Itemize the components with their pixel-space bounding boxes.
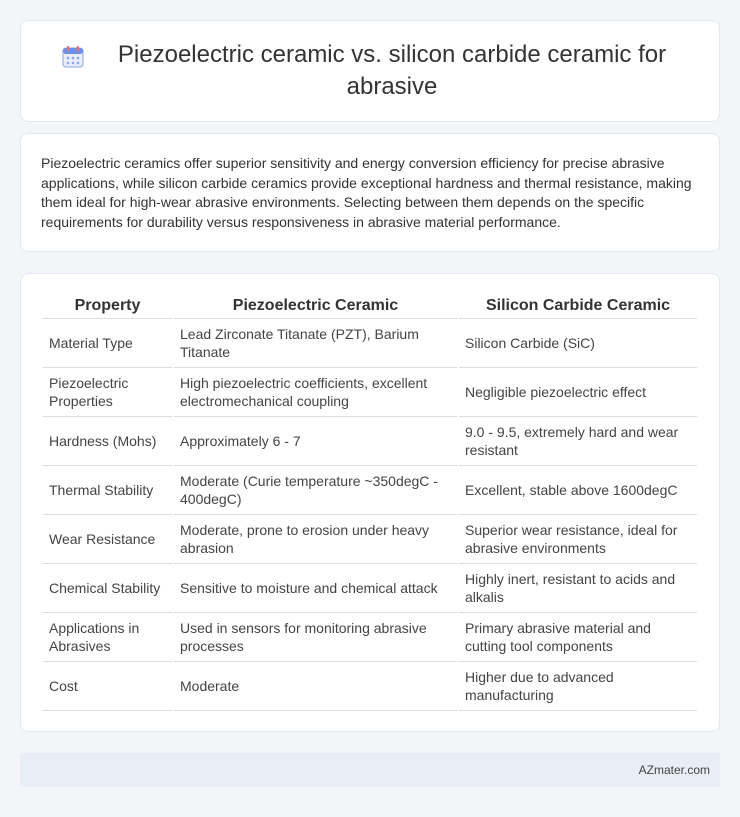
row-property: Applications in Abrasives — [43, 613, 172, 662]
title-wrap — [21, 21, 719, 121]
table-header-row — [43, 294, 697, 319]
footer — [20, 753, 720, 787]
title-card — [20, 20, 720, 122]
row-property: Thermal Stability — [43, 466, 172, 515]
table-row — [43, 515, 697, 564]
row-property: Piezoelectric Properties — [43, 368, 172, 417]
row-silicon-carbide: Highly inert, resistant to acids and alkalis — [459, 564, 697, 613]
footer-brand[interactable]: AZmater.com — [638, 763, 710, 777]
table-row — [43, 613, 697, 662]
row-piezoelectric: Moderate (Curie temperature ~350degC - 400degC) — [174, 466, 457, 515]
table-row — [43, 417, 697, 466]
summary-text: Piezoelectric ceramics offer superior sensitivity and energy conversion efficiency for precise abrasive applications, while silicon carbide ceramics provide exceptional hardness and thermal resistance, making them ideal for high-wear abrasive environments. Selecting between them depends on the specific requirements for durability versus responsiveness in abrasive material performance. — [41, 155, 692, 230]
row-piezoelectric: Approximately 6 - 7 — [174, 417, 457, 466]
row-property: Chemical Stability — [43, 564, 172, 613]
header-property: Property — [43, 294, 172, 319]
row-piezoelectric: Moderate, prone to erosion under heavy abrasion — [174, 515, 457, 564]
calendar-icon — [61, 45, 85, 69]
row-property: Cost — [43, 662, 172, 711]
comparison-table — [41, 294, 699, 711]
row-silicon-carbide: Negligible piezoelectric effect — [459, 368, 697, 417]
row-piezoelectric: Moderate — [174, 662, 457, 711]
row-piezoelectric: High piezoelectric coefficients, excellent electromechanical coupling — [174, 368, 457, 417]
page-title: Piezoelectric ceramic vs. silicon carbide ceramic for abrasive — [117, 41, 667, 100]
table-row — [43, 368, 697, 417]
row-silicon-carbide: 9.0 - 9.5, extremely hard and wear resistant — [459, 417, 697, 466]
header-piezoelectric: Piezoelectric Ceramic — [174, 294, 457, 319]
row-silicon-carbide: Excellent, stable above 1600degC — [459, 466, 697, 515]
row-silicon-carbide: Primary abrasive material and cutting tool components — [459, 613, 697, 662]
summary-card — [20, 133, 720, 252]
row-property: Hardness (Mohs) — [43, 417, 172, 466]
row-piezoelectric: Used in sensors for monitoring abrasive processes — [174, 613, 457, 662]
row-silicon-carbide: Higher due to advanced manufacturing — [459, 662, 697, 711]
comparison-card — [20, 273, 720, 732]
table-row — [43, 662, 697, 711]
header-silicon-carbide: Silicon Carbide Ceramic — [459, 294, 697, 319]
table-row — [43, 564, 697, 613]
table-row — [43, 466, 697, 515]
row-silicon-carbide: Silicon Carbide (SiC) — [459, 319, 697, 368]
table-row — [43, 319, 697, 368]
row-property: Material Type — [43, 319, 172, 368]
row-piezoelectric: Sensitive to moisture and chemical attack — [174, 564, 457, 613]
row-silicon-carbide: Superior wear resistance, ideal for abrasive environments — [459, 515, 697, 564]
row-property: Wear Resistance — [43, 515, 172, 564]
row-piezoelectric: Lead Zirconate Titanate (PZT), Barium Titanate — [174, 319, 457, 368]
